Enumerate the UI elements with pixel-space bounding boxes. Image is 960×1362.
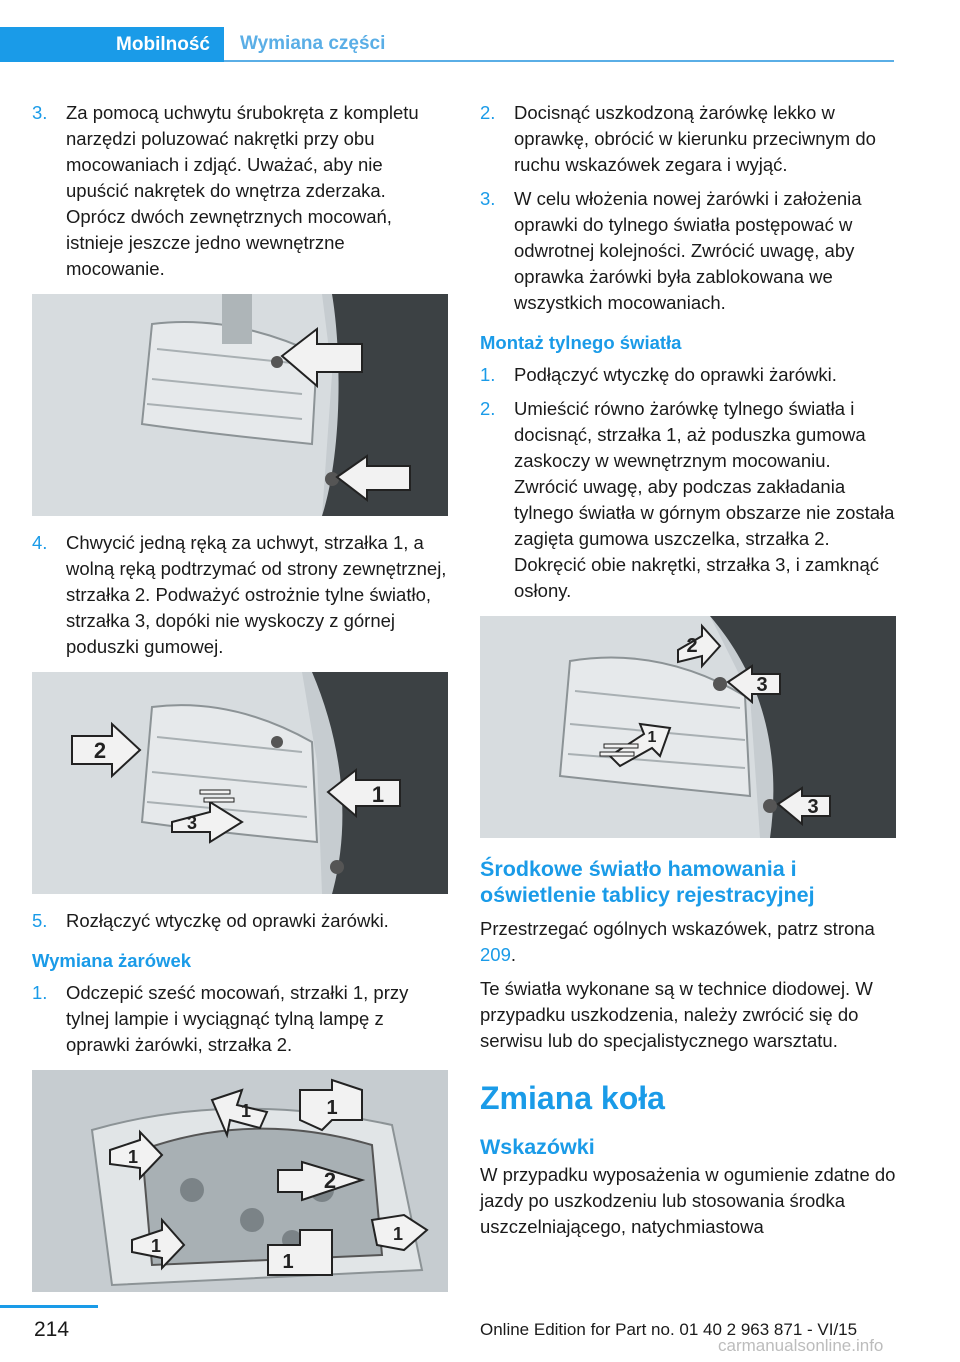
bulb-step-3 — [480, 186, 896, 316]
notes-para: W przypadku wyposażenia w ogumienie zdatne do jazdy po uszkodzeniu lub stosowania środka uszczelniającego, natychmiastowa — [480, 1164, 896, 1237]
step-text: Chwycić jedną ręką za uchwyt, strzałka 1, a wolną ręką podtrzymać od strony zewnętrznej, strzałka 2. Podważyć ostrożnie tylne światło, strzałka 3, dopóki nie wyskoczy z górnej poduszki gumowej. — [66, 532, 447, 657]
arrow-label-1: 1 — [647, 729, 657, 746]
mount-heading: Montaż tylnego światła — [480, 332, 682, 353]
mount-step-2 — [480, 396, 896, 604]
arrow-label-2: 2 — [323, 1168, 337, 1193]
header-section-tab[interactable]: Mobilność — [0, 27, 224, 62]
brake-light-para-2: Te światła wykonane są w technice diodowej. W przypadku uszkodzenia, należy zwrócić się do serwisu lub do specjalistycznego warsztatu. — [480, 978, 873, 1051]
step-text: Podłączyć wtyczkę do oprawki żarówki. — [514, 364, 837, 385]
right-column — [480, 100, 896, 1240]
step-number: 2. — [480, 102, 496, 123]
step-number: 3. — [32, 102, 48, 123]
arrow-label-2: 2 — [93, 738, 107, 763]
brake-light-title: Środkowe światło hamowania i oświetlenie tablicy rejestracyjnej — [480, 857, 815, 907]
step-number: 4. — [32, 532, 48, 553]
step-text: Docisnąć uszkodzoną żarówkę lekko w oprawkę, obrócić w kierunku przeciwnym do ruchu wskazówek zegara i wyjąć. — [514, 102, 876, 175]
arrow-label-1-c: 1 — [127, 1147, 139, 1167]
watermark: carmanualsonline.info — [718, 1336, 884, 1355]
step-number: 1. — [32, 982, 48, 1003]
brake-light-para-1 — [480, 916, 896, 968]
step-text: W celu włożenia nowej żarówki i założenia oprawki do tylnego światła postępować w odwrotnej kolejności. Zwrócić uwagę, aby oprawka żarówki była zablokowana we wszystkich mocowaniach. — [514, 188, 862, 313]
arrow-label-1-f: 1 — [392, 1224, 404, 1244]
footer-edition: Online Edition for Part no. 01 40 2 963 871 - VI/15 — [480, 1320, 858, 1339]
footer-rule — [0, 1305, 98, 1308]
page-link[interactable]: 209 — [480, 944, 511, 965]
para-text: Przestrzegać ogólnych wskazówek, patrz strona — [480, 918, 875, 939]
para-text: . — [510, 944, 517, 965]
step-text: Umieścić równo żarówkę tylnego światła i docisnąć, strzałka 1, aż poduszka gumowa zaskoczy w wewnętrznym mocowaniu. Zwrócić uwagę, aby podczas zakładania tylnego światła w górnym obszarze nie została zagięta gumowa uszczelka, strzałka 2. Dokręcić obie nakrętki, strzałka 3, i zamknąć osłony. — [514, 398, 895, 601]
step-text: Za pomocą uchwytu śrubokręta z kompletu narzędzi poluzować nakrętki przy obu mocowaniach i zdjąć. Uważać, aby nie upuścić nakrętek do wnętrza zderzaka. Oprócz dwóch zewnętrznych mocowań, istnieje jeszcze jedno wewnętrzne mocowanie. — [66, 102, 419, 279]
step-5 — [32, 908, 448, 934]
arrow-label-1-d: 1 — [150, 1236, 162, 1256]
arrow-label-1: 1 — [371, 782, 385, 807]
wheel-change-title: Zmiana koła — [480, 1080, 665, 1116]
page-number: 214 — [34, 1318, 70, 1341]
header-subsection-tab[interactable]: Wymiana części — [224, 27, 894, 62]
step-number: 2. — [480, 398, 496, 419]
arrow-label-1-b: 1 — [326, 1097, 338, 1119]
step-number: 3. — [480, 188, 496, 209]
bulbs-heading: Wymiana żarówek — [32, 950, 192, 971]
figure-taillight-nuts — [32, 294, 448, 516]
step-text: Rozłączyć wtyczkę od oprawki żarówki. — [66, 910, 389, 931]
figure-taillight-removal — [32, 672, 448, 894]
left-column — [32, 100, 448, 1306]
step-number: 1. — [480, 364, 496, 385]
mount-step-1 — [480, 362, 896, 388]
arrow-label-3-b: 3 — [807, 796, 819, 818]
bulb-step-1 — [32, 980, 448, 1058]
arrow-label-3-a: 3 — [756, 674, 768, 696]
step-4 — [32, 530, 448, 660]
arrow-label-2: 2 — [686, 635, 698, 657]
arrow-label-1-e: 1 — [282, 1251, 294, 1273]
step-3 — [32, 100, 448, 282]
notes-title: Wskazówki — [480, 1135, 595, 1159]
arrow-label-3: 3 — [186, 813, 198, 833]
arrow-label-1-a: 1 — [240, 1101, 252, 1121]
figure-bulb-holder — [32, 1070, 448, 1292]
step-number: 5. — [32, 910, 48, 931]
step-text: Odczepić sześć mocowań, strzałki 1, przy tylnej lampie i wyciągnąć tylną lampę z oprawki żarówki, strzałka 2. — [66, 982, 409, 1055]
bulb-step-2 — [480, 100, 896, 178]
figure-taillight-mount — [480, 616, 896, 838]
